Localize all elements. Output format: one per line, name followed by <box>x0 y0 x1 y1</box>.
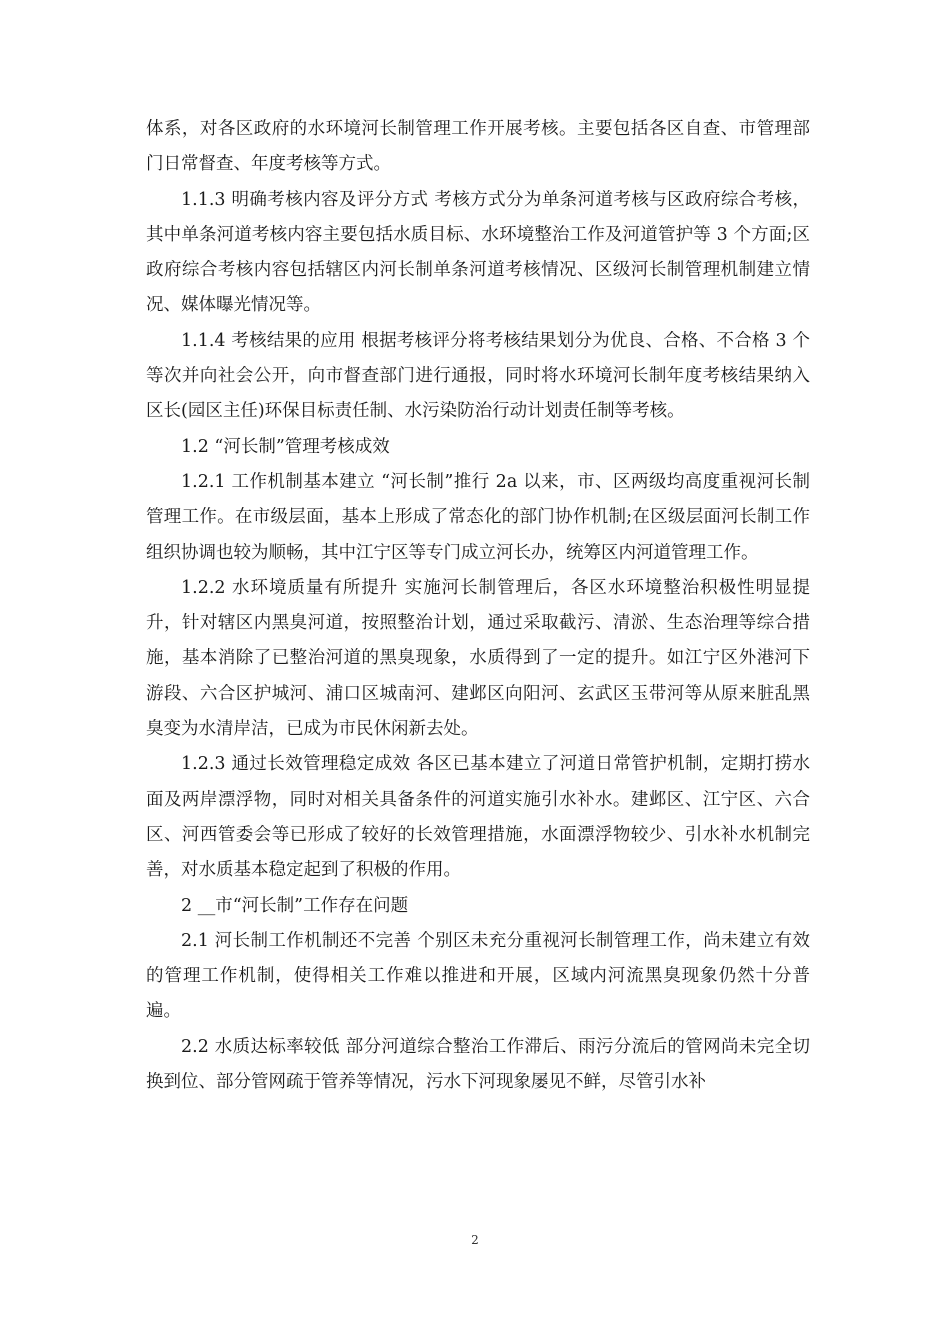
paragraph-2: 1.1.4 考核结果的应用 根据考核评分将考核结果划分为优良、合格、不合格 3 个等次并向社会公开，向市督查部门进行通报，同时将水环境河长制年度考核结果纳入区长(园区主任)环保目标责任制、水污染防治行动计划责任制等考核。 <box>146 330 810 422</box>
paragraph-9: 2.2 水质达标率较低 部分河道综合整治工作滞后、雨污分流后的管网尚未完全切换到位、部分管网疏于管养等情况，污水下河现象屡见不鲜，尽管引水补 <box>146 1036 810 1093</box>
paragraph-8: 2.1 河长制工作机制还不完善 个别区未充分重视河长制管理工作，尚未建立有效的管理工作机制，使得相关工作难以推进和开展，区域内河流黑臭现象仍然十分普遍。 <box>146 930 810 1022</box>
document-body <box>146 112 810 1100</box>
paragraph-1: 1.1.3 明确考核内容及评分方式 考核方式分为单条河道考核与区政府综合考核，其中单条河道考核内容主要包括水质目标、水环境整治工作及河道管护等 3 个方面;区政府综合考核内容包括辖区内河长制单条河道考核情况、区级河长制管理机制建立情况、媒体曝光情况等。 <box>146 189 810 316</box>
paragraph-5: 1.2.2 水环境质量有所提升 实施河长制管理后，各区水环境整治积极性明显提升，针对辖区内黑臭河道，按照整治计划，通过采取截污、清淤、生态治理等综合措施，基本消除了已整治河道的黑臭现象，水质得到了一定的提升。如江宁区外港河下游段、六合区护城河、浦口区城南河、建邺区向阳河、玄武区玉带河等从原来脏乱黑臭变为水清岸洁，已成为市民休闲新去处。 <box>146 577 810 740</box>
paragraph-0: 体系，对各区政府的水环境河长制管理工作开展考核。主要包括各区自查、市管理部门日常督查、年度考核等方式。 <box>146 119 810 175</box>
page-number: 2 <box>471 1233 479 1247</box>
paragraph-4: 1.2.1 工作机制基本建立 “河长制”推行 2a 以来，市、区两级均高度重视河长制管理工作。在市级层面，基本上形成了常态化的部门协作机制;在区级层面河长制工作组织协调也较为顺畅，其中江宁区等专门成立河长办，统筹区内河道管理工作。 <box>146 471 810 563</box>
section-heading-2: 2 __市“河长制”工作存在问题 <box>181 895 409 916</box>
paragraph-6: 1.2.3 通过长效管理稳定成效 各区已基本建立了河道日常管护机制，定期打捞水面及两岸漂浮物，同时对相关具备条件的河道实施引水补水。建邺区、江宁区、六合区、河西管委会等已形成了较好的长效管理措施，水面漂浮物较少、引水补水机制完善，对水质基本稳定起到了积极的作用。 <box>146 754 810 881</box>
section-heading-1-2: 1.2 “河长制”管理考核成效 <box>181 436 390 457</box>
